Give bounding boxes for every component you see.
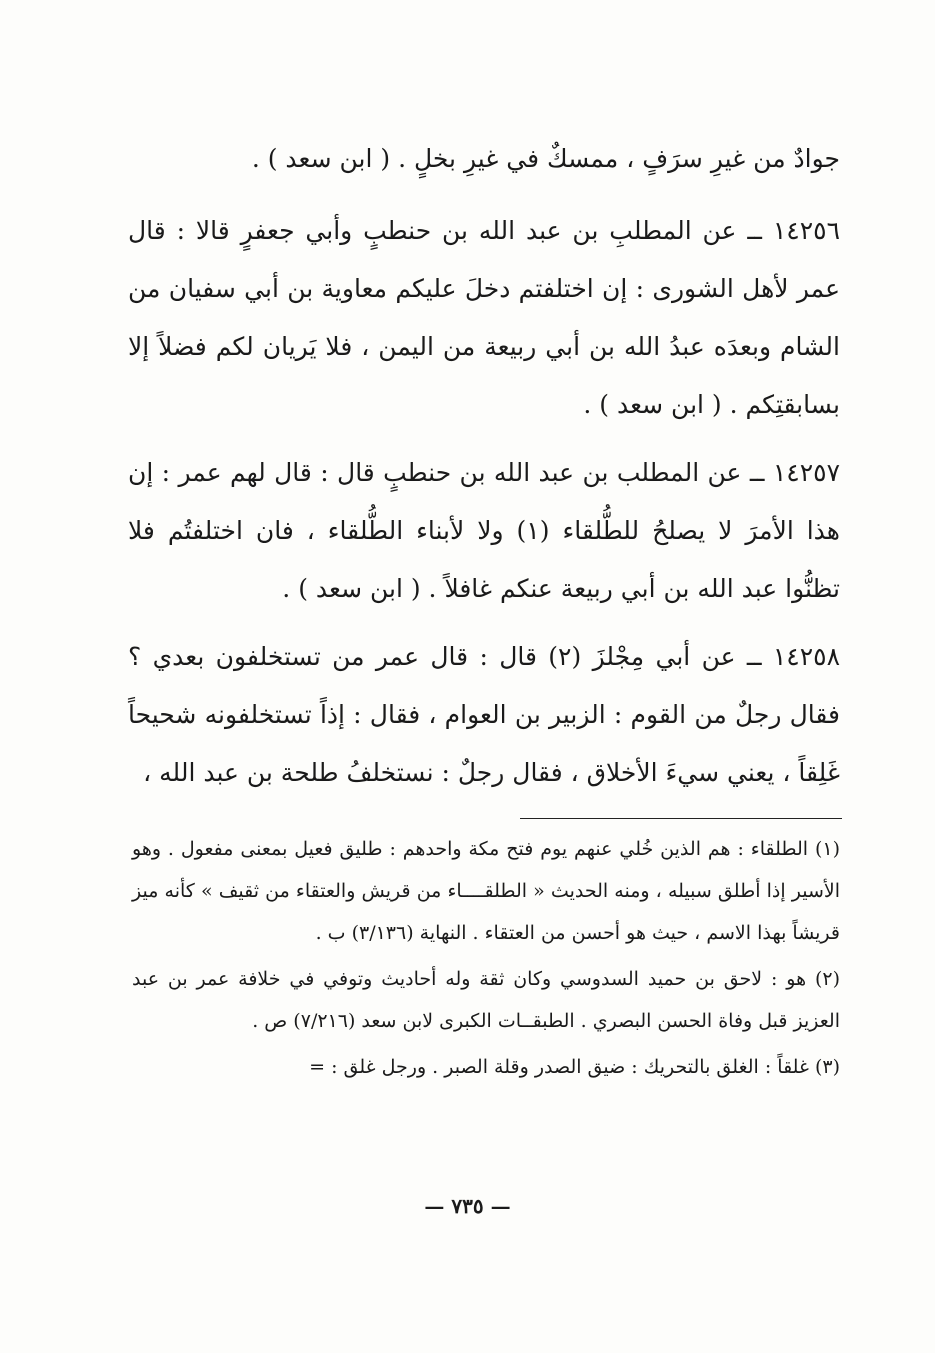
paragraph-14256: ١٤٢٥٦ ــ عن المطلبِ بن عبد الله بن حنطبٍ وأبي جعفرٍ قالا : قال عمر لأهل الشورى : إن اختلفتم دخلَ عليكم معاوية بن أبي سفيان من الشام وبعدَه عبدُ الله بن أبي ربيعة من اليمن ، فلا يَريان لكم فضلاً إلا بسابقتِكم . ( ابن سعد ) .	[128, 216, 840, 419]
paragraph-14257: ١٤٢٥٧ ــ عن المطلب بن عبد الله بن حنطبٍ قال : قال لهم عمر : إن هذا الأمرَ لا يصلحُ للطُّلقاء (١) ولا لأبناء الطُّلقاء ، فان اختلفتُم فلا تظنُّوا عبد الله بن أبي ربيعة عنكم غافلاً . ( ابن سعد ) .	[128, 458, 840, 603]
main-text	[128, 130, 840, 812]
footnote-2: (٢) هو : لاحق بن حميد السدوسي وكان ثقة وله أحاديث وتوفي في خلافة عمر بن عبد العزيز قبل وفاة الحسن البصري . الطبقــات الكبرى لابن سعد (٧/٢١٦) ص .	[132, 968, 840, 1032]
footnote-separator	[520, 818, 842, 819]
paragraph-continuation: جوادٌ من غيرِ سرَفٍ ، ممسكٌ في غيرِ بخلٍ . ( ابن سعد ) .	[251, 144, 840, 173]
paragraph-14258: ١٤٢٥٨ ــ عن أبي مِجْلزَ (٢) قال : قال عمر من تستخلفون بعدي ؟ فقال رجلٌ من القوم : الزبير بن العوام ، فقال : إذاً تستخلفونه شحيحاً غَلِقاً ، يعني سيءَ الأخلاق ، فقال رجلٌ : نستخلفُ طلحة بن عبد الله ،	[128, 642, 840, 787]
page-number: — ٧٣٥ —	[424, 1194, 511, 1218]
footnote-3: (٣) غلقاً : الغلق بالتحريك : ضيق الصدر وقلة الصبر . ورجل غلق : =	[309, 1056, 840, 1078]
footnote-1: (١) الطلقاء : هم الذين خُلي عنهم يوم فتح مكة واحدهم : طليق فعيل بمعنى مفعول . وهو الأسير إذا أطلق سبيله ، ومنه الحديث « الطلقــــاء من قريش والعتقاء من ثقيف » كأنه ميز قريشاً بهذا الاسم ، حيث هو أحسن من العتقاء . النهاية (٣/١٣٦) ب .	[132, 838, 840, 944]
footnotes	[132, 828, 840, 1092]
